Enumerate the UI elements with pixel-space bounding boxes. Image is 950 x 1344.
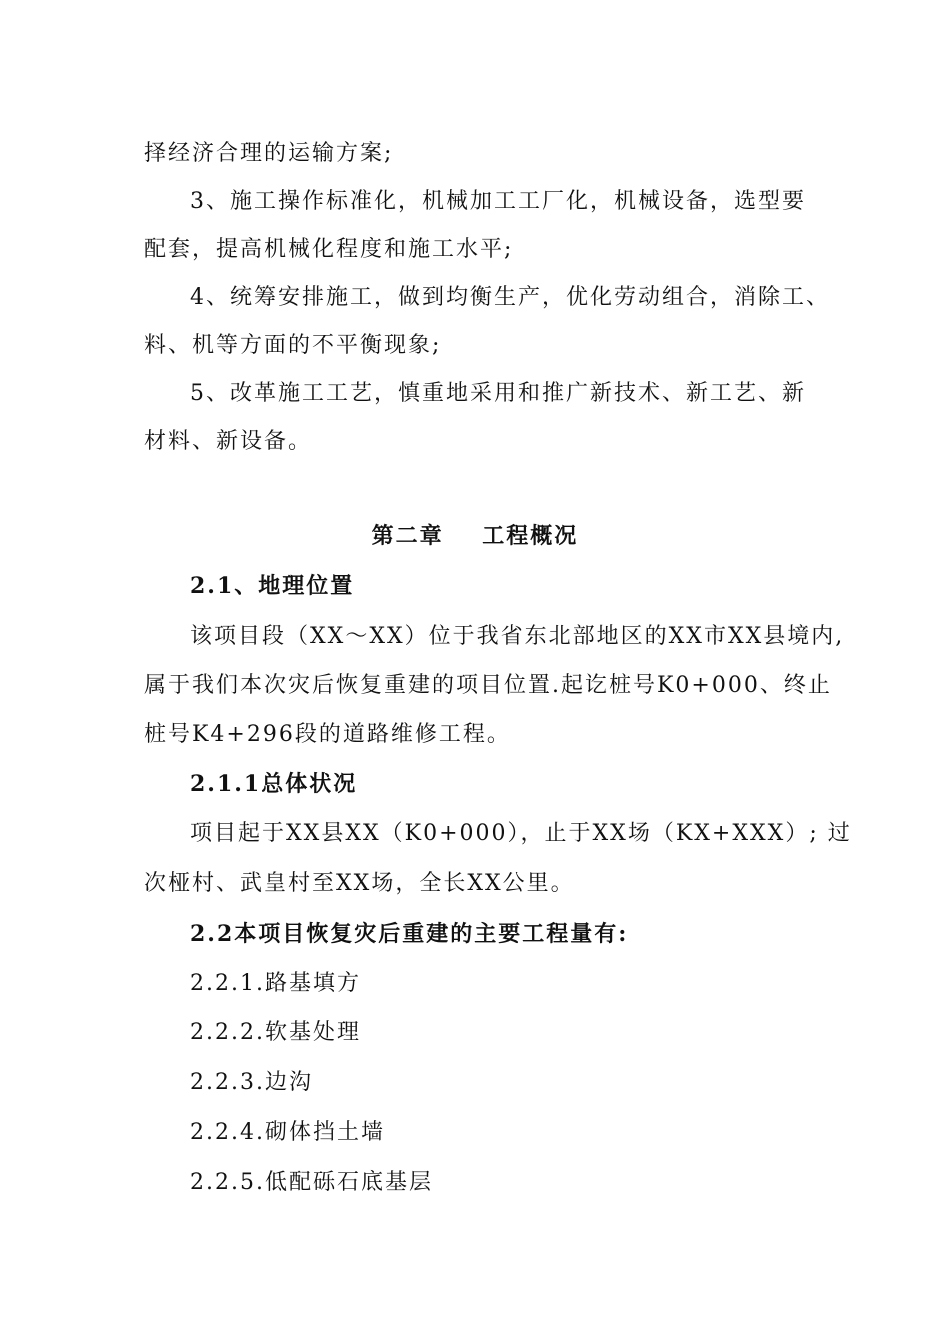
list-item: 2.2.3.边沟 <box>190 1070 313 1095</box>
section-heading-2-1-1: 2.1.1总体状况 <box>190 771 358 797</box>
paragraph-line: 配套，提高机械化程度和施工水平; <box>144 237 514 262</box>
paragraph-line: 4、统筹安排施工，做到均衡生产，优化劳动组合，消除工、 <box>190 285 830 310</box>
paragraph-line: 5、改革施工工艺，慎重地采用和推广新技术、新工艺、新 <box>190 381 806 406</box>
chapter-title: 第二章 工程概况 <box>371 523 579 549</box>
list-item: 2.2.2.软基处理 <box>190 1020 361 1045</box>
list-item: 2.2.1.路基填方 <box>190 971 361 996</box>
paragraph-line: 材料、新设备。 <box>144 429 313 454</box>
paragraph-line: 次桠村、武皇村至XX场，全长XX公里。 <box>144 871 575 896</box>
paragraph-line: 该项目段（XX～XX）位于我省东北部地区的XX市XX县境内, <box>190 624 845 649</box>
paragraph-line: 料、机等方面的不平衡现象; <box>144 333 442 358</box>
paragraph-line: 项目起于XX县XX（K0+000），止于XX场（KX+XXX）; 过 <box>190 821 852 846</box>
paragraph-line: 3、施工操作标准化，机械加工工厂化，机械设备，选型要 <box>190 189 806 214</box>
list-item: 2.2.4.砌体挡土墙 <box>190 1120 385 1145</box>
section-heading-2-2: 2.2本项目恢复灾后重建的主要工程量有: <box>190 921 629 947</box>
paragraph-line: 属于我们本次灾后恢复重建的项目位置.起讫桩号K0+000、终止 <box>144 673 832 698</box>
paragraph-line: 桩号K4+296段的道路维修工程。 <box>144 722 511 747</box>
section-heading-2-1: 2.1、地理位置 <box>190 573 355 599</box>
paragraph-line: 择经济合理的运输方案; <box>144 141 394 166</box>
list-item: 2.2.5.低配砾石底基层 <box>190 1170 433 1195</box>
